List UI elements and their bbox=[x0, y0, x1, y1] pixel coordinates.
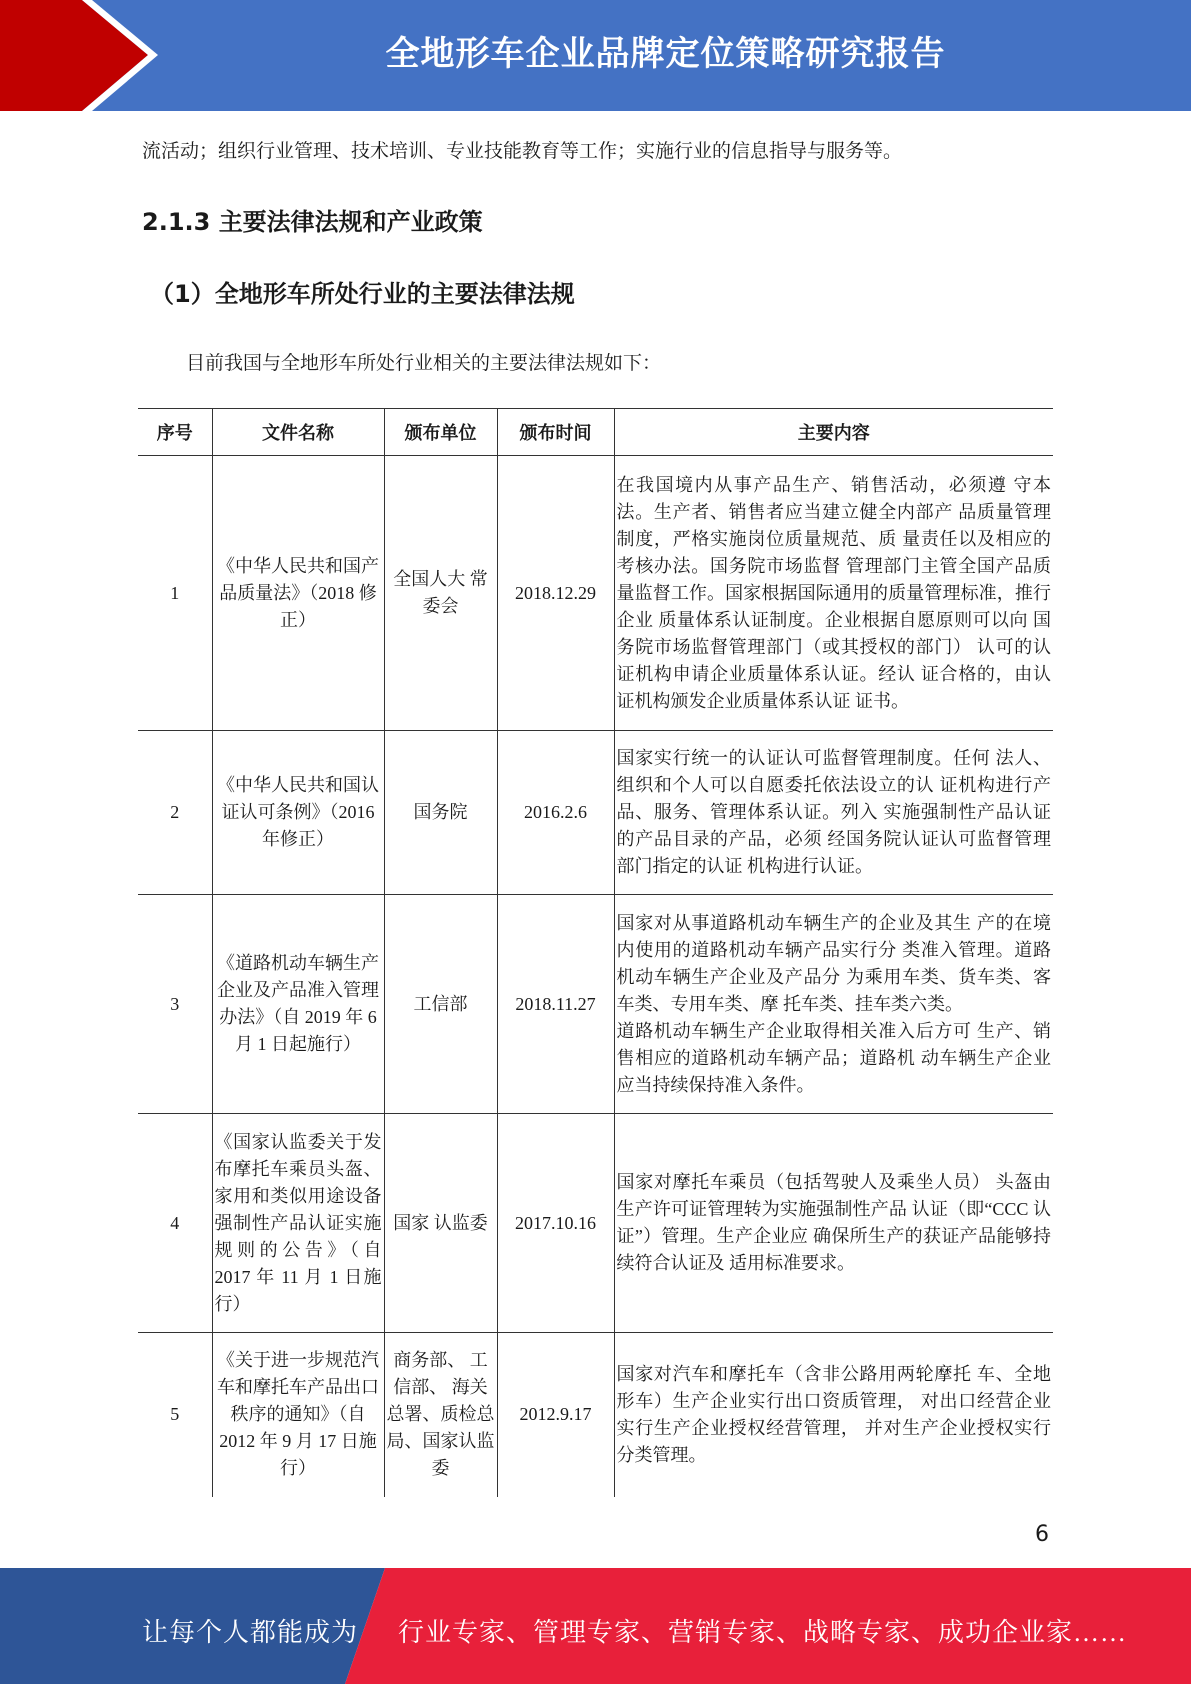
cell-name: 《道路机动车辆生产企业及产品准入管理办法》（自 2019 年 6 月 1 日起施行） bbox=[212, 895, 384, 1114]
cell-date: 2018.12.29 bbox=[497, 456, 614, 731]
table-row bbox=[138, 731, 1053, 895]
cell-date: 2012.9.17 bbox=[497, 1333, 614, 1497]
table-row bbox=[138, 895, 1053, 1114]
cell-content: 在我国境内从事产品生产、销售活动，必须遵 守本法。生产者、销售者应当建立健全内部产 品质量管理制度，严格实施岗位质量规范、质 量责任以及相应的考核办法。国务院市场监督 管理部门主管全国产品质量监督工作。国家根据国际通用的质量管理标准，推行企业 质量体系认证制度。企业根据自愿原则可以向 国务院市场监督管理部门（或其授权的部门） 认可的认证机构申请企业质量体系认证。经认 证合格的，由认证机构颁发企业质量体系认证 证书。 bbox=[614, 456, 1053, 731]
cell-date: 2017.10.16 bbox=[497, 1114, 614, 1333]
cell-no: 2 bbox=[138, 731, 212, 895]
cell-no: 1 bbox=[138, 456, 212, 731]
cell-content bbox=[614, 895, 1053, 1114]
cell-date: 2016.2.6 bbox=[497, 731, 614, 895]
header-title: 全地形车企业品牌定位策略研究报告 bbox=[385, 34, 946, 74]
cell-no: 3 bbox=[138, 895, 212, 1114]
page-number: 6 bbox=[1035, 1522, 1049, 1547]
table-header-row bbox=[138, 409, 1053, 456]
footer-slogan-left: 让每个人都能成为 bbox=[142, 1618, 359, 1647]
header-chevron-icon bbox=[0, 0, 160, 111]
header-no: 序号 bbox=[138, 409, 212, 456]
cell-date: 2018.11.27 bbox=[497, 895, 614, 1114]
cell-content: 国家对汽车和摩托车（含非公路用两轮摩托 车、全地形车）生产企业实行出口资质管理， 对出口经营企业实行生产企业授权经营管理， 并对生产企业授权实行分类管理。 bbox=[614, 1333, 1053, 1497]
cell-no: 4 bbox=[138, 1114, 212, 1333]
page-header bbox=[0, 0, 1191, 111]
section-heading: 2.1.3 主要法律法规和产业政策 bbox=[142, 208, 483, 236]
cell-issuer: 工信部 bbox=[384, 895, 497, 1114]
cell-name: 《关于进一步规范汽车和摩托车产品出口秩序的通知》（自 2012 年 9 月 17 日施行） bbox=[212, 1333, 384, 1497]
cell-issuer: 国家 认监委 bbox=[384, 1114, 497, 1333]
table-row bbox=[138, 456, 1053, 731]
cell-name: 《中华人民共和国产品质量法》（2018 修正） bbox=[212, 456, 384, 731]
cell-content: 国家对摩托车乘员（包括驾驶人及乘坐人员） 头盔由生产许可证管理转为实施强制性产品 认证（即“CCC 认证”）管理。生产企业应 确保所生产的获证产品能够持续符合认证及 适用标准要求。 bbox=[614, 1114, 1053, 1333]
cell-name: 《国家认监委关于发布摩托车乘员头盔、家用和类似用途设备强制性产品认证实施规则的公告》（自 2017 年 11 月 1 日施行） bbox=[212, 1114, 384, 1333]
header-name: 文件名称 bbox=[212, 409, 384, 456]
cell-no: 5 bbox=[138, 1333, 212, 1497]
page-footer bbox=[0, 1568, 1191, 1684]
cell-content-para-2: 道路机动车辆生产企业取得相关准入后方可 生产、销售相应的道路机动车辆产品；道路机 动车辆生产企业应当持续保持准入条件。 bbox=[616, 1020, 1051, 1095]
footer-slogan-right: 行业专家、管理专家、营销专家、战略专家、成功企业家…… bbox=[398, 1618, 1128, 1647]
header-issuer: 颁布单位 bbox=[384, 409, 497, 456]
cell-issuer: 全国人大 常委会 bbox=[384, 456, 497, 731]
sub-heading: （1）全地形车所处行业的主要法律法规 bbox=[150, 280, 575, 308]
cell-content: 国家实行统一的认证认可监督管理制度。任何 法人、组织和个人可以自愿委托依法设立的认 证机构进行产品、服务、管理体系认证。列入 实施强制性产品认证的产品目录的产品，必须 经国务院认证认可监督管理部门指定的认证 机构进行认证。 bbox=[614, 731, 1053, 895]
cell-content-para-1: 国家对从事道路机动车辆生产的企业及其生 产的在境内使用的道路机动车辆产品实行分 类准入管理。道路机动车辆生产企业及产品分 为乘用车类、货车类、客车类、专用车类、摩 托车类、挂车类六类。 bbox=[616, 912, 1051, 1014]
cell-name: 《中华人民共和国认证认可条例》（2016 年修正） bbox=[212, 731, 384, 895]
laws-table bbox=[138, 408, 1053, 1497]
paragraph-continuation: 流活动；组织行业管理、技术培训、专业技能教育等工作；实施行业的信息指导与服务等。 bbox=[142, 141, 903, 162]
intro-paragraph: 目前我国与全地形车所处行业相关的主要法律法规如下： bbox=[186, 353, 662, 374]
header-content: 主要内容 bbox=[614, 409, 1053, 456]
table-row bbox=[138, 1114, 1053, 1333]
cell-issuer: 商务部、 工信部、 海关总署、质检总局、国家认监委 bbox=[384, 1333, 497, 1497]
table-row bbox=[138, 1333, 1053, 1497]
header-date: 颁布时间 bbox=[497, 409, 614, 456]
cell-issuer: 国务院 bbox=[384, 731, 497, 895]
